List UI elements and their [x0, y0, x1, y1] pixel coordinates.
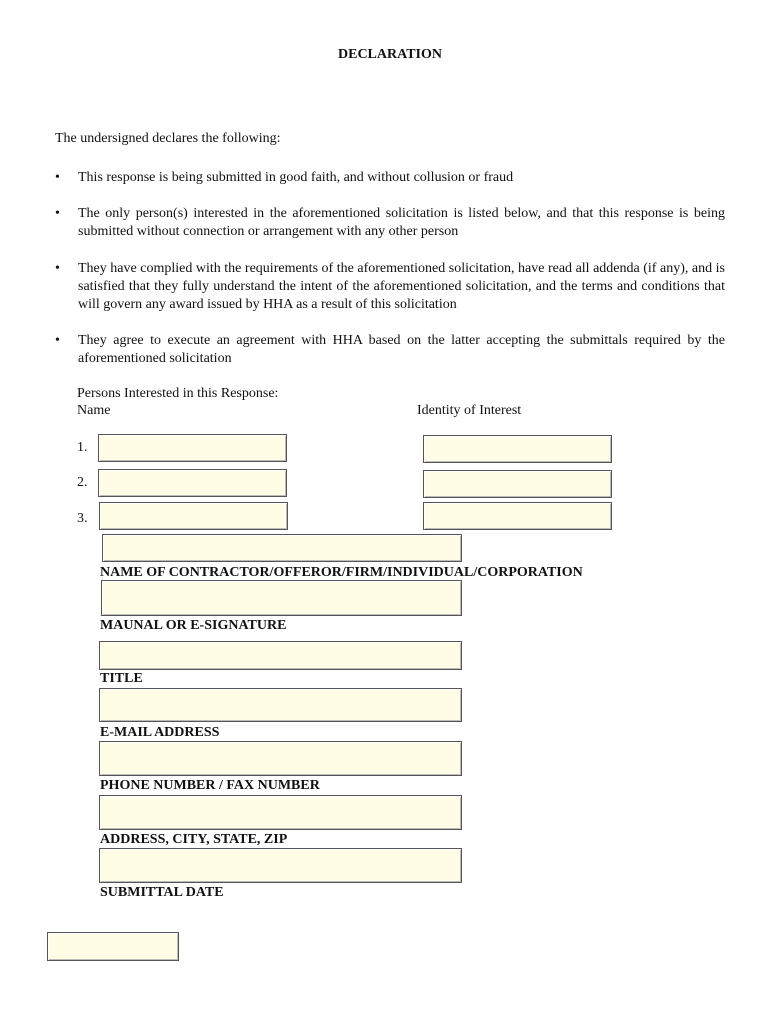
bullet-text: They agree to execute an agreement with HHA based on the latter accepting the submittals required by the aforementioned solicitation: [78, 333, 725, 366]
bullet-item: [55, 260, 725, 314]
intro-text: The undersigned declares the following:: [55, 131, 281, 146]
person-1-identity-input[interactable]: [423, 435, 612, 463]
signature-label: MAUNAL OR E-SIGNATURE: [100, 618, 287, 633]
bullet-dot-icon: •: [55, 333, 60, 348]
contractor-name-input[interactable]: [102, 534, 462, 562]
bullet-dot-icon: •: [55, 261, 60, 276]
title-label: TITLE: [100, 671, 143, 686]
person-3-identity-input[interactable]: [423, 502, 612, 530]
email-input[interactable]: [99, 688, 462, 722]
bullet-text: They have complied with the requirements of the aforementioned solicitation, have read all addenda (if any), and is satisfied that they fully understand the intent of the aforementioned solicitation, and the terms and conditions that will govern any award issued by HHA as a result of this solicitation: [78, 261, 725, 312]
person-2-name-input[interactable]: [98, 469, 287, 497]
identity-column-header: Identity of Interest: [417, 403, 522, 418]
bullet-item: [55, 332, 725, 368]
contractor-name-label: NAME OF CONTRACTOR/OFFEROR/FIRM/INDIVIDUAL/CORPORATION: [100, 565, 583, 580]
signature-input[interactable]: [101, 580, 462, 616]
extra-input[interactable]: [47, 932, 179, 961]
person-1-name-input[interactable]: [98, 434, 287, 462]
bullet-item: [55, 205, 725, 241]
bullet-item: [55, 169, 725, 187]
bullet-dot-icon: •: [55, 170, 60, 185]
row-number: 1.: [77, 440, 88, 455]
row-number: 2.: [77, 475, 88, 490]
address-label: ADDRESS, CITY, STATE, ZIP: [100, 832, 288, 847]
bullet-text: The only person(s) interested in the aforementioned solicitation is listed below, and that this response is being submitted without connection or arrangement with any other person: [78, 206, 725, 239]
person-2-identity-input[interactable]: [423, 470, 612, 498]
bullet-text: This response is being submitted in good faith, and without collusion or fraud: [78, 170, 514, 185]
submittal-date-label: SUBMITTAL DATE: [100, 885, 224, 900]
phone-fax-label: PHONE NUMBER / FAX NUMBER: [100, 778, 320, 793]
persons-heading: Persons Interested in this Response:: [77, 386, 279, 401]
email-label: E-MAIL ADDRESS: [100, 725, 220, 740]
title-input[interactable]: [99, 641, 462, 670]
page-title: DECLARATION: [338, 47, 442, 62]
person-3-name-input[interactable]: [99, 502, 288, 530]
submittal-date-input[interactable]: [99, 848, 462, 883]
row-number: 3.: [77, 511, 88, 526]
phone-fax-input[interactable]: [99, 741, 462, 776]
name-column-header: Name: [77, 403, 111, 418]
bullet-dot-icon: •: [55, 206, 60, 221]
address-input[interactable]: [99, 795, 462, 830]
